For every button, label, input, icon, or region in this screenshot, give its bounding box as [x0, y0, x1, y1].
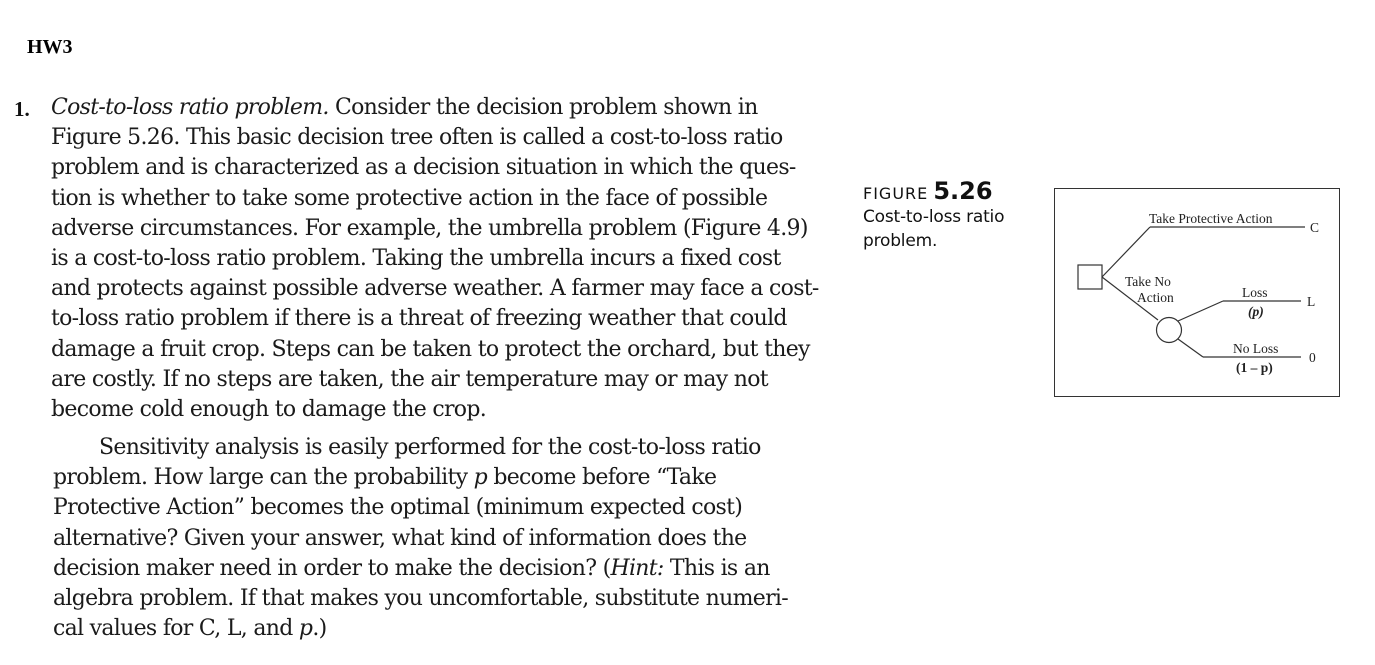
figure-caption-line: problem.	[863, 231, 938, 251]
text: .)	[312, 616, 327, 642]
label-loss-prob: (p)	[1248, 304, 1264, 319]
payoff-c: C	[1310, 220, 1320, 235]
paragraph-line	[53, 463, 788, 493]
chance-node	[1157, 318, 1182, 343]
text: become before “Take	[487, 465, 717, 491]
text: problem. How large can the probability	[53, 465, 474, 491]
branch-take-protective-action	[1102, 227, 1150, 277]
figure-caption-line: Cost-to-loss ratio	[863, 207, 1005, 227]
paragraph-line: adverse circumstances. For example, the umbrella problem (Figure 4.9)	[51, 215, 808, 241]
figure-caption	[863, 177, 1004, 253]
variable-p: p	[298, 616, 313, 642]
variable-p: p	[473, 465, 488, 491]
label-no-loss: No Loss	[1233, 341, 1279, 356]
decision-node	[1078, 265, 1102, 289]
paragraph-line: become cold enough to damage the crop.	[51, 397, 487, 423]
paragraph-line: algebra problem. If that makes you uncomfortable, substitute numeri-	[53, 586, 788, 612]
payoff-zero: 0	[1309, 350, 1316, 365]
label-take-protective-action: Take Protective Action	[1149, 211, 1273, 226]
problem-number: 1.	[14, 97, 30, 121]
branch-no-loss	[1178, 339, 1203, 357]
label-take-no-action-line1: Take No	[1125, 274, 1171, 289]
paragraph-line: to-loss ratio problem if there is a threat of freezing weather that could	[51, 306, 787, 332]
figure-number: 5.26	[933, 177, 993, 205]
paragraph-line: alternative? Given your answer, what kind of information does the	[53, 525, 747, 551]
paragraph-line: is a cost-to-loss ratio problem. Taking the umbrella incurs a fixed cost	[51, 246, 781, 272]
problem-title: Cost-to-loss ratio problem.	[51, 95, 329, 120]
paragraph-line	[51, 93, 819, 123]
decision-tree-figure	[1054, 188, 1340, 397]
problem-paragraph-2	[53, 433, 788, 644]
text: This is an	[663, 555, 770, 581]
paragraph-line: damage a fruit crop. Steps can be taken to protect the orchard, but they	[51, 336, 810, 362]
paragraph-line-text: Consider the decision problem shown in	[328, 95, 758, 120]
payoff-l: L	[1307, 294, 1316, 309]
paragraph-line	[53, 554, 788, 584]
text: cal values for C, L, and	[53, 616, 299, 642]
text: decision maker need in order to make the decision? (	[53, 555, 611, 581]
paragraph-line: are costly. If no steps are taken, the air temperature may or may not	[51, 366, 768, 392]
paragraph-line: Sensitivity analysis is easily performed for the cost-to-loss ratio	[99, 435, 761, 460]
label-take-no-action-line2: Action	[1137, 290, 1174, 305]
hw-title: HW3	[27, 36, 73, 58]
branch-loss	[1178, 301, 1223, 321]
paragraph-line: Protective Action” becomes the optimal (minimum expected cost)	[53, 495, 743, 521]
paragraph-line	[53, 614, 788, 644]
paragraph-line: tion is whether to take some protective action in the face of possible	[51, 185, 768, 211]
label-no-loss-prob: (1 – p)	[1236, 360, 1273, 375]
paragraph-line: Figure 5.26. This basic decision tree often is called a cost-to-loss ratio	[51, 125, 783, 151]
paragraph-line: problem and is characterized as a decision situation in which the ques-	[51, 155, 796, 181]
decision-tree-svg	[1055, 189, 1341, 398]
paragraph-line: and protects against possible adverse weather. A farmer may face a cost-	[51, 276, 819, 302]
problem-paragraph-1	[51, 93, 819, 425]
hint-label: Hint:	[610, 555, 664, 581]
figure-label: FIGURE	[863, 184, 929, 203]
label-loss: Loss	[1242, 285, 1268, 300]
